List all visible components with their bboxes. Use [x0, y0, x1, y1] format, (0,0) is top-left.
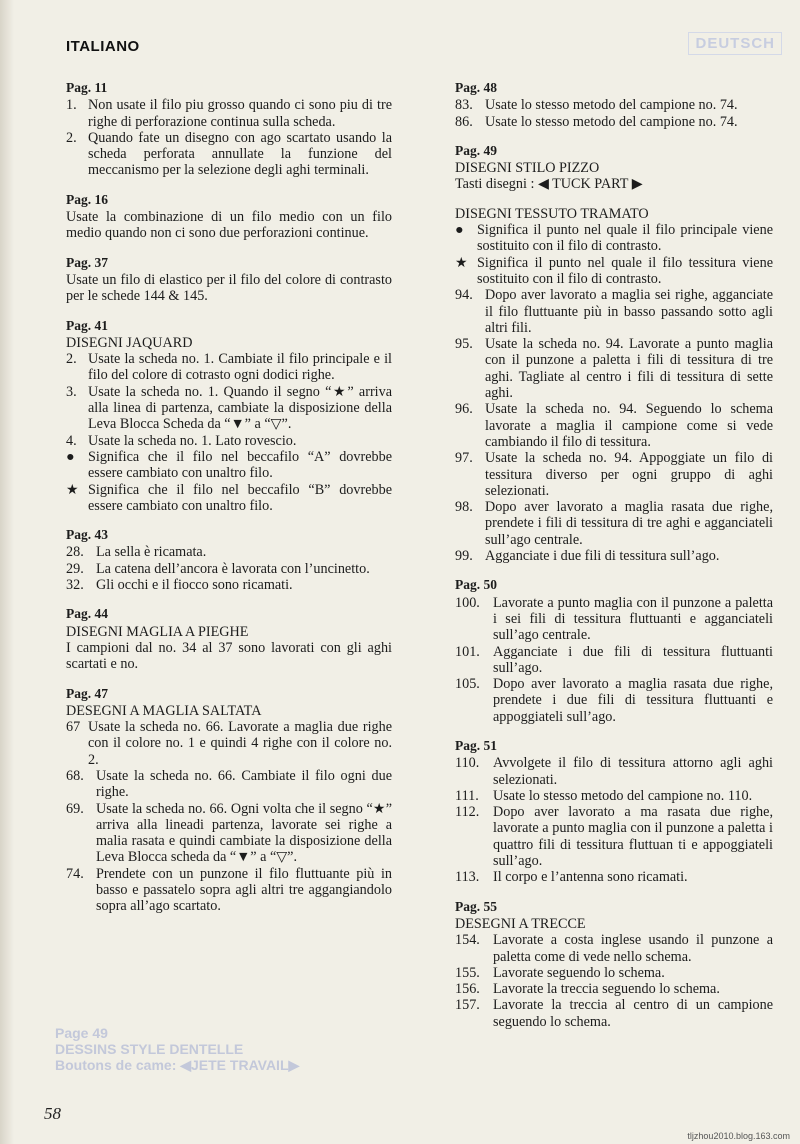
instruction-section [455, 738, 773, 886]
instruction-item [66, 801, 392, 866]
instruction-item [66, 449, 392, 482]
item-number: 32. [66, 577, 84, 594]
instruction-section [66, 527, 392, 593]
instruction-item [455, 965, 773, 981]
item-text: Gli occhi e il fiocco sono ricamati. [96, 577, 293, 594]
item-number: 67 [66, 719, 81, 736]
page-reference: Pag. 37 [66, 254, 108, 270]
page-reference: Pag. 55 [455, 898, 497, 914]
page-reference: Pag. 47 [66, 685, 108, 701]
item-text: Usate la scheda no. 66. Cambiate il filo ogni due righe. [96, 767, 392, 801]
item-number: 1. [66, 97, 77, 114]
section-heading: DISEGNI MAGLIA A PIEGHE [66, 623, 249, 640]
instruction-item [455, 97, 773, 113]
item-number: 95. [455, 336, 473, 353]
instruction-section [455, 899, 773, 1030]
item-number: 110. [455, 755, 480, 772]
item-text: Usate la scheda no. 1. Lato rovescio. [88, 432, 297, 449]
item-number: 98. [455, 499, 473, 516]
instruction-section [66, 255, 392, 305]
instruction-item [66, 351, 392, 384]
instruction-paragraph: Tasti disegni : ◀ TUCK PART ▶ [455, 176, 643, 193]
show-through-line: Boutons de came: ◀JETE TRAVAIL▶ [55, 1057, 300, 1073]
instruction-item [455, 676, 773, 725]
item-number: 28. [66, 544, 84, 561]
item-text: Dopo aver lavorato a maglia rasata due righe, prendete i fili di tessitura di tre aghi e agganciateli sull’ago centrale. [485, 499, 773, 548]
page-reference: Pag. 41 [66, 317, 108, 333]
item-number: 83. [455, 97, 473, 114]
item-number: 2. [66, 351, 77, 368]
instruction-section [455, 143, 773, 193]
instruction-item [66, 97, 392, 130]
instruction-item [455, 755, 773, 788]
item-number: 154. [455, 932, 480, 949]
item-text: Usate lo stesso metodo del campione no. 74. [485, 113, 738, 130]
item-text: Prendete con un punzone il filo fluttuante più in basso e passatelo sopra agli altri tre aggangiandolo sopra all’ago scartato. [96, 865, 392, 915]
language-header: ITALIANO [66, 38, 140, 55]
item-number: 156. [455, 981, 480, 998]
instruction-item [66, 768, 392, 801]
item-text: Usate la scheda no. 94. Appoggiate un filo di tessitura diverso per ogni gruppo di aghi selezionati. [485, 450, 773, 499]
show-through-line: DESSINS STYLE DENTELLE [55, 1041, 244, 1057]
instruction-section [66, 192, 392, 242]
instruction-item [455, 595, 773, 644]
item-number: 86. [455, 113, 473, 130]
item-number: 74. [66, 865, 84, 882]
instruction-item [455, 450, 773, 499]
instruction-paragraph: I campioni dal no. 34 al 37 sono lavorati con gli aghi scartati e no. [66, 639, 392, 673]
symbol-bullet: ● [455, 222, 464, 239]
item-number: 155. [455, 964, 480, 981]
item-number: 2. [66, 129, 77, 146]
instruction-item [455, 287, 773, 336]
section-heading: DISEGNI STILO PIZZO [455, 160, 600, 177]
item-text: Significa che il filo nel beccafilo “A” dovrebbe essere cambiato con unaltro filo. [88, 448, 392, 482]
show-through-text: DEUTSCH [688, 32, 782, 55]
instruction-item [66, 130, 392, 179]
instruction-section [66, 606, 392, 672]
item-number: 105. [455, 676, 480, 693]
instruction-item [455, 788, 773, 804]
instruction-item [455, 336, 773, 401]
item-number: 113. [455, 869, 480, 886]
item-number: 157. [455, 997, 480, 1014]
instruction-item [66, 561, 392, 577]
page-reference: Pag. 50 [455, 577, 497, 593]
item-text: Usate lo stesso metodo del campione no. 74. [485, 97, 738, 114]
page-edge-shadow [0, 0, 14, 1144]
page-number: 58 [44, 1104, 61, 1123]
instruction-item [455, 255, 773, 288]
item-text: Significa il punto nel quale il filo tessitura viene sostituito con il filo di contrasto. [477, 254, 773, 287]
instruction-item [455, 548, 773, 564]
section-heading: DESEGNI A TRECCE [455, 915, 586, 932]
instruction-item [66, 719, 392, 768]
blog-watermark: tljzhou2010.blog.163.com [687, 1131, 790, 1141]
item-text: Significa che il filo nel beccafilo “B” dovrebbe essere cambiato con unaltro filo. [88, 481, 392, 514]
instruction-item [455, 499, 773, 548]
section-heading: DISEGNI JAQUARD [66, 334, 193, 351]
instruction-item [66, 577, 392, 593]
item-number: 94. [455, 287, 473, 304]
item-text: Usate la scheda no. 94. Lavorate a punto maglia con il punzone a paletta i fili di tessitura di tre aghi. Tagliate al centro i fili di tessitura di sette aghi. [485, 336, 773, 402]
section-heading: DESEGNI A MAGLIA SALTATA [66, 702, 262, 719]
item-text: Agganciate i due fili di tessitura fluttuanti sull’ago. [493, 643, 773, 676]
instruction-section [66, 80, 392, 179]
item-text: Avvolgete il filo di tessitura attorno agli aghi selezionati. [493, 755, 773, 788]
item-number: 68. [66, 767, 84, 784]
item-number: 99. [455, 548, 473, 565]
instruction-section [455, 206, 773, 565]
section-heading: DISEGNI TESSUTO TRAMATO [455, 205, 649, 222]
page-reference: Pag. 43 [66, 527, 108, 543]
page-reference: Pag. 51 [455, 737, 497, 753]
instruction-section [455, 80, 773, 130]
item-text: La catena dell’ancora è lavorata con l’uncinetto. [96, 560, 370, 577]
item-text: La sella è ricamata. [96, 544, 207, 561]
right-column [455, 80, 773, 1043]
instruction-item [66, 482, 392, 515]
instruction-item [455, 981, 773, 997]
item-text: Quando fate un disegno con ago scartato usando la scheda perforata annullate la funzione del meccanismo per la selezione degli aghi terminali. [88, 129, 392, 179]
instruction-item [455, 401, 773, 450]
instruction-item [66, 544, 392, 560]
symbol-bullet: ● [66, 448, 75, 465]
item-text: Il corpo e l’antenna sono ricamati. [493, 869, 688, 886]
show-through-line: Page 49 [55, 1025, 108, 1041]
item-number: 3. [66, 383, 77, 400]
item-text: Lavorate seguendo lo schema. [493, 964, 665, 981]
instruction-section [66, 686, 392, 915]
instruction-item [66, 384, 392, 433]
page-reference: Pag. 16 [66, 191, 108, 207]
instruction-paragraph: Usate un filo di elastico per il filo del colore di contrasto per le schede 144 & 145. [66, 271, 392, 305]
instruction-section [455, 577, 773, 725]
item-number: 29. [66, 560, 84, 577]
item-text: Non usate il filo piu grosso quando ci sono piu di tre righe di perforazione continua sulla scheda. [88, 97, 392, 130]
instruction-item [455, 222, 773, 255]
item-text: Usate la scheda no. 1. Quando il segno “★” arriva alla linea di partenza, cambiate la disposizione della Leva Blocca Scheda da “▼” a “▽”. [88, 383, 392, 433]
item-text: Lavorate la treccia seguendo lo schema. [493, 981, 720, 998]
item-number: 101. [455, 643, 480, 660]
item-text: Usate la scheda no. 1. Cambiate il filo principale e il filo del colore di cotrasto ogni dodici righe. [88, 351, 392, 384]
instruction-item [66, 866, 392, 915]
instruction-item [455, 644, 773, 677]
item-number: 97. [455, 450, 473, 467]
item-number: 100. [455, 594, 480, 611]
item-text: Usate la scheda no. 66. Lavorate a maglia due righe con il colore no. 1 e quindi 4 righe con il colore no. 2. [88, 719, 392, 768]
item-number: 111. [455, 787, 479, 804]
item-number: 112. [455, 804, 480, 821]
instruction-item [455, 932, 773, 965]
item-text: Dopo aver lavorato a maglia sei righe, agganciate il filo fluttuante più in basso passando sotto agli altri fili. [485, 287, 773, 336]
instruction-item [455, 114, 773, 130]
item-number: 69. [66, 800, 84, 817]
page-reference: Pag. 11 [66, 80, 108, 95]
item-text: Usate lo stesso metodo del campione no. 110. [493, 787, 753, 804]
item-text: Agganciate i due fili di tessitura sull’ago. [485, 548, 720, 565]
item-text: Usate la scheda no. 94. Seguendo lo schema lavorate a maglia il campione come si vede cambiando il filo di tessitura. [485, 401, 773, 450]
show-through-text-lower [55, 1025, 299, 1073]
symbol-bullet: ★ [66, 481, 79, 498]
item-text: Lavorate a costa inglese usando il punzone a paletta come di vede nello schema. [493, 932, 773, 965]
item-number: 4. [66, 432, 77, 449]
item-text: Dopo aver lavorato a ma rasata due righe, lavorate a punto maglia con il punzone a paletta i quattro fili di tessitura fluttuan ti e appoggiateli sull’ago. [493, 804, 773, 870]
item-text: Dopo aver lavorato a maglia rasata due righe, prendete i due fili di tessitura fluttuanti e appoggiateli sull’ago. [493, 676, 773, 725]
item-text: Significa il punto nel quale il filo principale viene sostituito con il filo di contrasto. [477, 222, 773, 255]
symbol-bullet: ★ [455, 254, 468, 271]
instruction-item [455, 997, 773, 1030]
item-number: 96. [455, 401, 473, 418]
item-text: Lavorate a punto maglia con il punzone a paletta i sei fili di tessitura fluttuanti e agganciateli sull’ago centrale. [493, 594, 773, 644]
instruction-section [66, 318, 392, 515]
item-text: Lavorate la treccia al centro di un campione seguendo lo schema. [493, 997, 773, 1030]
left-column [66, 80, 392, 928]
page-reference: Pag. 48 [455, 80, 497, 95]
instruction-item [455, 804, 773, 869]
instruction-item [66, 433, 392, 449]
page-reference: Pag. 49 [455, 142, 497, 158]
page-reference: Pag. 44 [66, 606, 108, 622]
instruction-paragraph: Usate la combinazione di un filo medio con un filo medio quando non ci sono due perforazioni continue. [66, 209, 392, 242]
item-text: Usate la scheda no. 66. Ogni volta che il segno “★” arriva alla lineadi partenza, lavorate sei righe a malia rasata e quindi cambiate la disposizione della Leva Blocca scheda da “▼” a “▽”. [96, 800, 392, 866]
instruction-item [455, 869, 773, 885]
